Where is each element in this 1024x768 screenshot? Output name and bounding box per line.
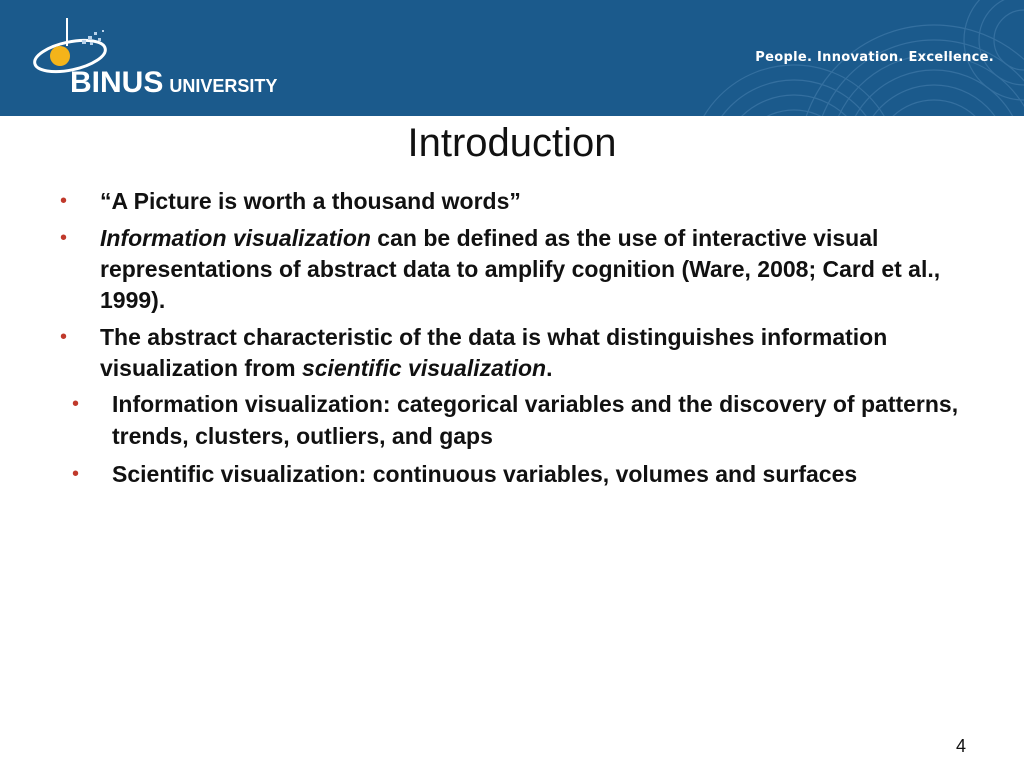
bullet-text: “A Picture is worth a thousand words” [100, 188, 521, 214]
bullet-tail: . [546, 355, 553, 381]
bullet-item [60, 322, 960, 490]
bullet-item [60, 186, 960, 217]
bullet-icon: • [72, 463, 80, 485]
page-number: 4 [955, 736, 966, 756]
bullet-text: The abstract characteristic of the data is what distinguishes information visualization from [100, 324, 888, 381]
logo-wordmark-sub: UNIVERSITY [169, 76, 278, 96]
sub-bullet-item [60, 388, 960, 452]
slide-title: Introduction [407, 121, 617, 165]
bullet-item [60, 223, 960, 316]
bullet-icon: • [60, 190, 68, 212]
bullet-text: can be defined as the use of interactive visual representations of abstract data to amplify cognition (Ware, 2008; Card et al., 1999). [100, 225, 941, 313]
bullet-icon: • [60, 227, 68, 249]
binus-logo [30, 18, 300, 102]
bullet-icon: • [60, 326, 68, 348]
bullet-icon: • [72, 393, 80, 415]
sub-bullet-item [60, 458, 960, 490]
bullet-list [60, 186, 960, 496]
sub-bullet-text: Information visualization: categorical variables and the discovery of patterns, trends, clusters, outliers, and gaps [112, 391, 959, 449]
sub-bullet-list [72, 388, 960, 490]
sub-bullet-text: Scientific visualization: continuous variables, volumes and surfaces [112, 461, 858, 487]
header-banner [0, 0, 1024, 116]
bullet-term: Information visualization [100, 225, 371, 251]
tagline: People. Innovation. Excellence. [755, 50, 994, 65]
bullet-term: scientific visualization [301, 355, 547, 381]
logo-wordmark: BINUS [70, 66, 164, 99]
